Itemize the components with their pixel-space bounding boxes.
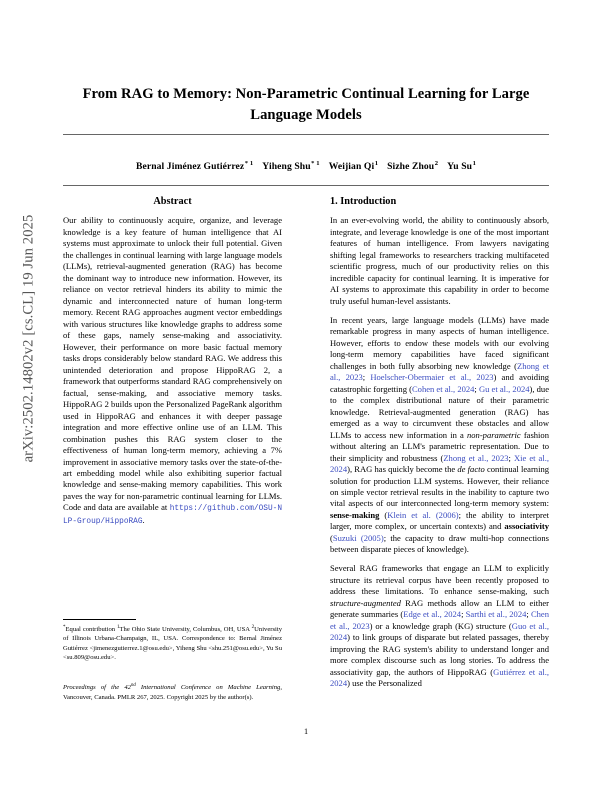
author-name: Weijian Qi$^1$: [328, 160, 379, 173]
header-divider-bottom: [63, 185, 549, 186]
author-list: [63, 160, 549, 172]
strong-text: associativity: [504, 521, 549, 532]
footnote-affiliations: *Equal contribution $^1$The Ohio State University, Columbus, OH, USA $^2$University of Illinois Urbana-Champaign, IL, USA. Correspondence to: Bernal Jiménez Gutiérrez <jimenezgutierrez.1@osu.edu>, Yiheng Shu <shu.251@osu.edu>, Yu Su <su.809@osu.edu>.: [63, 625, 283, 662]
citation-link[interactable]: Gu et al., 2024: [478, 383, 530, 394]
strong-text: sense-making: [330, 509, 380, 520]
citation-link[interactable]: Cohen et al., 2024: [411, 383, 475, 394]
code-repository-link[interactable]: https://github.com/OSU-NLP-Group/HippoRAG: [63, 505, 282, 526]
page-title: From RAG to Memory: Non-Parametric Continual Learning for Large Language Models: [82, 86, 530, 123]
body-paragraph: In an ever-evolving world, the ability to continuously absorb, integrate, and leverage knowledge is one of the most important features of human intelligence. From lawyers navigating shifting legal frameworks to researchers tracking multifaceted scientific progress, much of our productivity relies on this incredible capacity for continual learning. It is imperative for AI systems to approximate this capability in order to become truly useful human-level assistants.: [330, 215, 549, 306]
proceedings-title: Proceedings of the 42nd International Conference on Machine Learning: [63, 683, 281, 692]
author-name: Sizhe Zhou$^2$: [387, 160, 439, 173]
author-name: Yiheng Shu$^{* 1}$: [262, 160, 320, 173]
citation-link[interactable]: Edge et al., 2024: [403, 609, 462, 620]
citation-link[interactable]: Sarthi et al., 2024: [465, 609, 527, 620]
body-paragraph: In recent years, large language models (LLMs) have made remarkable progress in many aspects of human intelligence. However, efforts to endow these models with our evolving long-term memory capabilities have faced significant challenges in both fully absorbing new knowledge (Zhong et al., 2023; Hoelscher-Obermaier et al., 2023) and avoiding catastrophic forgetting (Cohen et al., 2024; Gu et al., 2024), due to the complex distributional nature of their parametric knowledge. Retrieval-augmented generation (RAG) has emerged as a way to circumvent these obstacles and allow LLMs to access new information in a non-parametric fashion without altering an LLM's parametric representation. Due to their simplicity and robustness (Zhong et al., 2023; Xie et al., 2024), RAG has quickly become the de facto continual learning solution for production LLM systems. However, their reliance on simple vector retrieval results in the inability to capture two vital aspects of our interconnected long-term memory system: sense-making (Klein et al. (2006); the ability to interpret larger, more complex, or uncertain contexts) and associativity (Suzuki (2005); the capacity to draw multi-hop connections between disparate pieces of knowledge).: [330, 314, 550, 555]
arxiv-identifier-stamp: arXiv:2502.14802v2 [cs.CL] 19 Jun 2025: [20, 214, 37, 463]
footnote-marker-1: 1: [117, 625, 120, 630]
title-block: [63, 84, 549, 125]
author-affiliation-marker: 1: [374, 160, 379, 167]
citation-link[interactable]: Zhong et al., 2023: [443, 452, 509, 463]
author-affiliation-marker: * 1: [244, 160, 254, 167]
left-column: [63, 196, 282, 527]
conference-copyright-note: Proceedings of the 42nd International Conference on Machine Learning, Vancouver, Canada. PMLR 267, 2025. Copyright 2025 by the author(s).: [63, 683, 282, 701]
emphasis-text: structure-augmented: [330, 597, 401, 608]
author-name: Yu Su$^1$: [447, 160, 477, 173]
citation-link[interactable]: Guo et al., 2024: [330, 620, 549, 643]
citation-link[interactable]: Klein et al. (2006): [387, 509, 459, 520]
citation-link[interactable]: Chen et al., 2023: [330, 609, 549, 631]
emphasis-text: non-parametric: [467, 429, 521, 440]
introduction-heading: 1. Introduction: [330, 196, 397, 207]
header-divider-top: [63, 134, 549, 135]
emphasis-text: de facto: [457, 464, 485, 475]
body-paragraph: Several RAG frameworks that engage an LLM to explicitly structure its retrieval corpus have been recently proposed to address these limitations. To enhance sense-making, such structure-augmented RAG methods allow an LLM to either generate summaries (Edge et al., 2024; Sarthi et al., 2024; Chen et al., 2023) or a knowledge graph (KG) structure (Guo et al., 2024) to link groups of disparate but related passages, thereby improving the RAG system's ability to understand longer and more complex discourse such as long stories. To address the associativity gap, the authors of HippoRAG (Gutiérrez et al., 2024) use the Personalized: [330, 563, 549, 689]
citation-link[interactable]: Xie et al., 2024: [330, 452, 549, 475]
footnote-divider: [63, 619, 136, 620]
author-affiliation-marker: 2: [434, 160, 439, 167]
author-affiliation-marker: * 1: [311, 160, 320, 167]
ordinal-suffix: nd: [130, 683, 136, 688]
author-name: Bernal Jiménez Gutiérrez$^{* 1}$: [135, 160, 254, 173]
footnote-asterisk-marker: *: [63, 625, 66, 630]
abstract-text: Our ability to continuously acquire, organize, and leverage knowledge is a key feature of human intelligence that AI systems must approximate to unlock their full potential. Given the challenges in continual learning with large language models (LLMs), retrieval-augmented generation (RAG) has become the dominant way to introduce new information. However, its reliance on vector retrieval hinders its ability to mimic the dynamic and interconnected nature of human long-term memory. Recent RAG approaches augment vector embeddings with various structures like knowledge graphs to address some of these gaps, namely sense-making and associativity. However, their performance on more basic factual memory tasks drops considerably below standard RAG. We address this unintended deterioration and propose HippoRAG 2, a framework that outperforms standard RAG comprehensively on factual, sense-making, and associative memory tasks. HippoRAG 2 builds upon the Personalized PageRank algorithm used in HippoRAG and enhances it with deeper passage integration and more effective online use of an LLM. This combination pushes this RAG system closer to the effectiveness of human long-term memory, achieving a 7% improvement in associative memory tasks over the state-of-the-art embedding model while also exhibiting superior factual knowledge and sense-making memory capabilities. This work paves the way for non-parametric continual learning for LLMs. Code and data are available at https://github.com/OSU-NLP-Group/HippoRAG.: [63, 215, 282, 526]
introduction-text: [330, 215, 549, 689]
citation-link[interactable]: Gutiérrez et al., 2024: [330, 666, 549, 689]
right-column: [330, 196, 549, 690]
abstract-heading: Abstract: [153, 196, 192, 207]
citation-link[interactable]: Suzuki (2005): [332, 532, 384, 543]
citation-link[interactable]: Hoelscher-Obermaier et al., 2023: [370, 372, 494, 383]
footnote-block: [63, 619, 282, 662]
page-number: 1: [303, 727, 309, 736]
footnote-marker-2: 2: [251, 625, 255, 630]
author-affiliation-marker: 1: [472, 160, 477, 167]
citation-link[interactable]: Zhong et al., 2023: [330, 360, 550, 383]
